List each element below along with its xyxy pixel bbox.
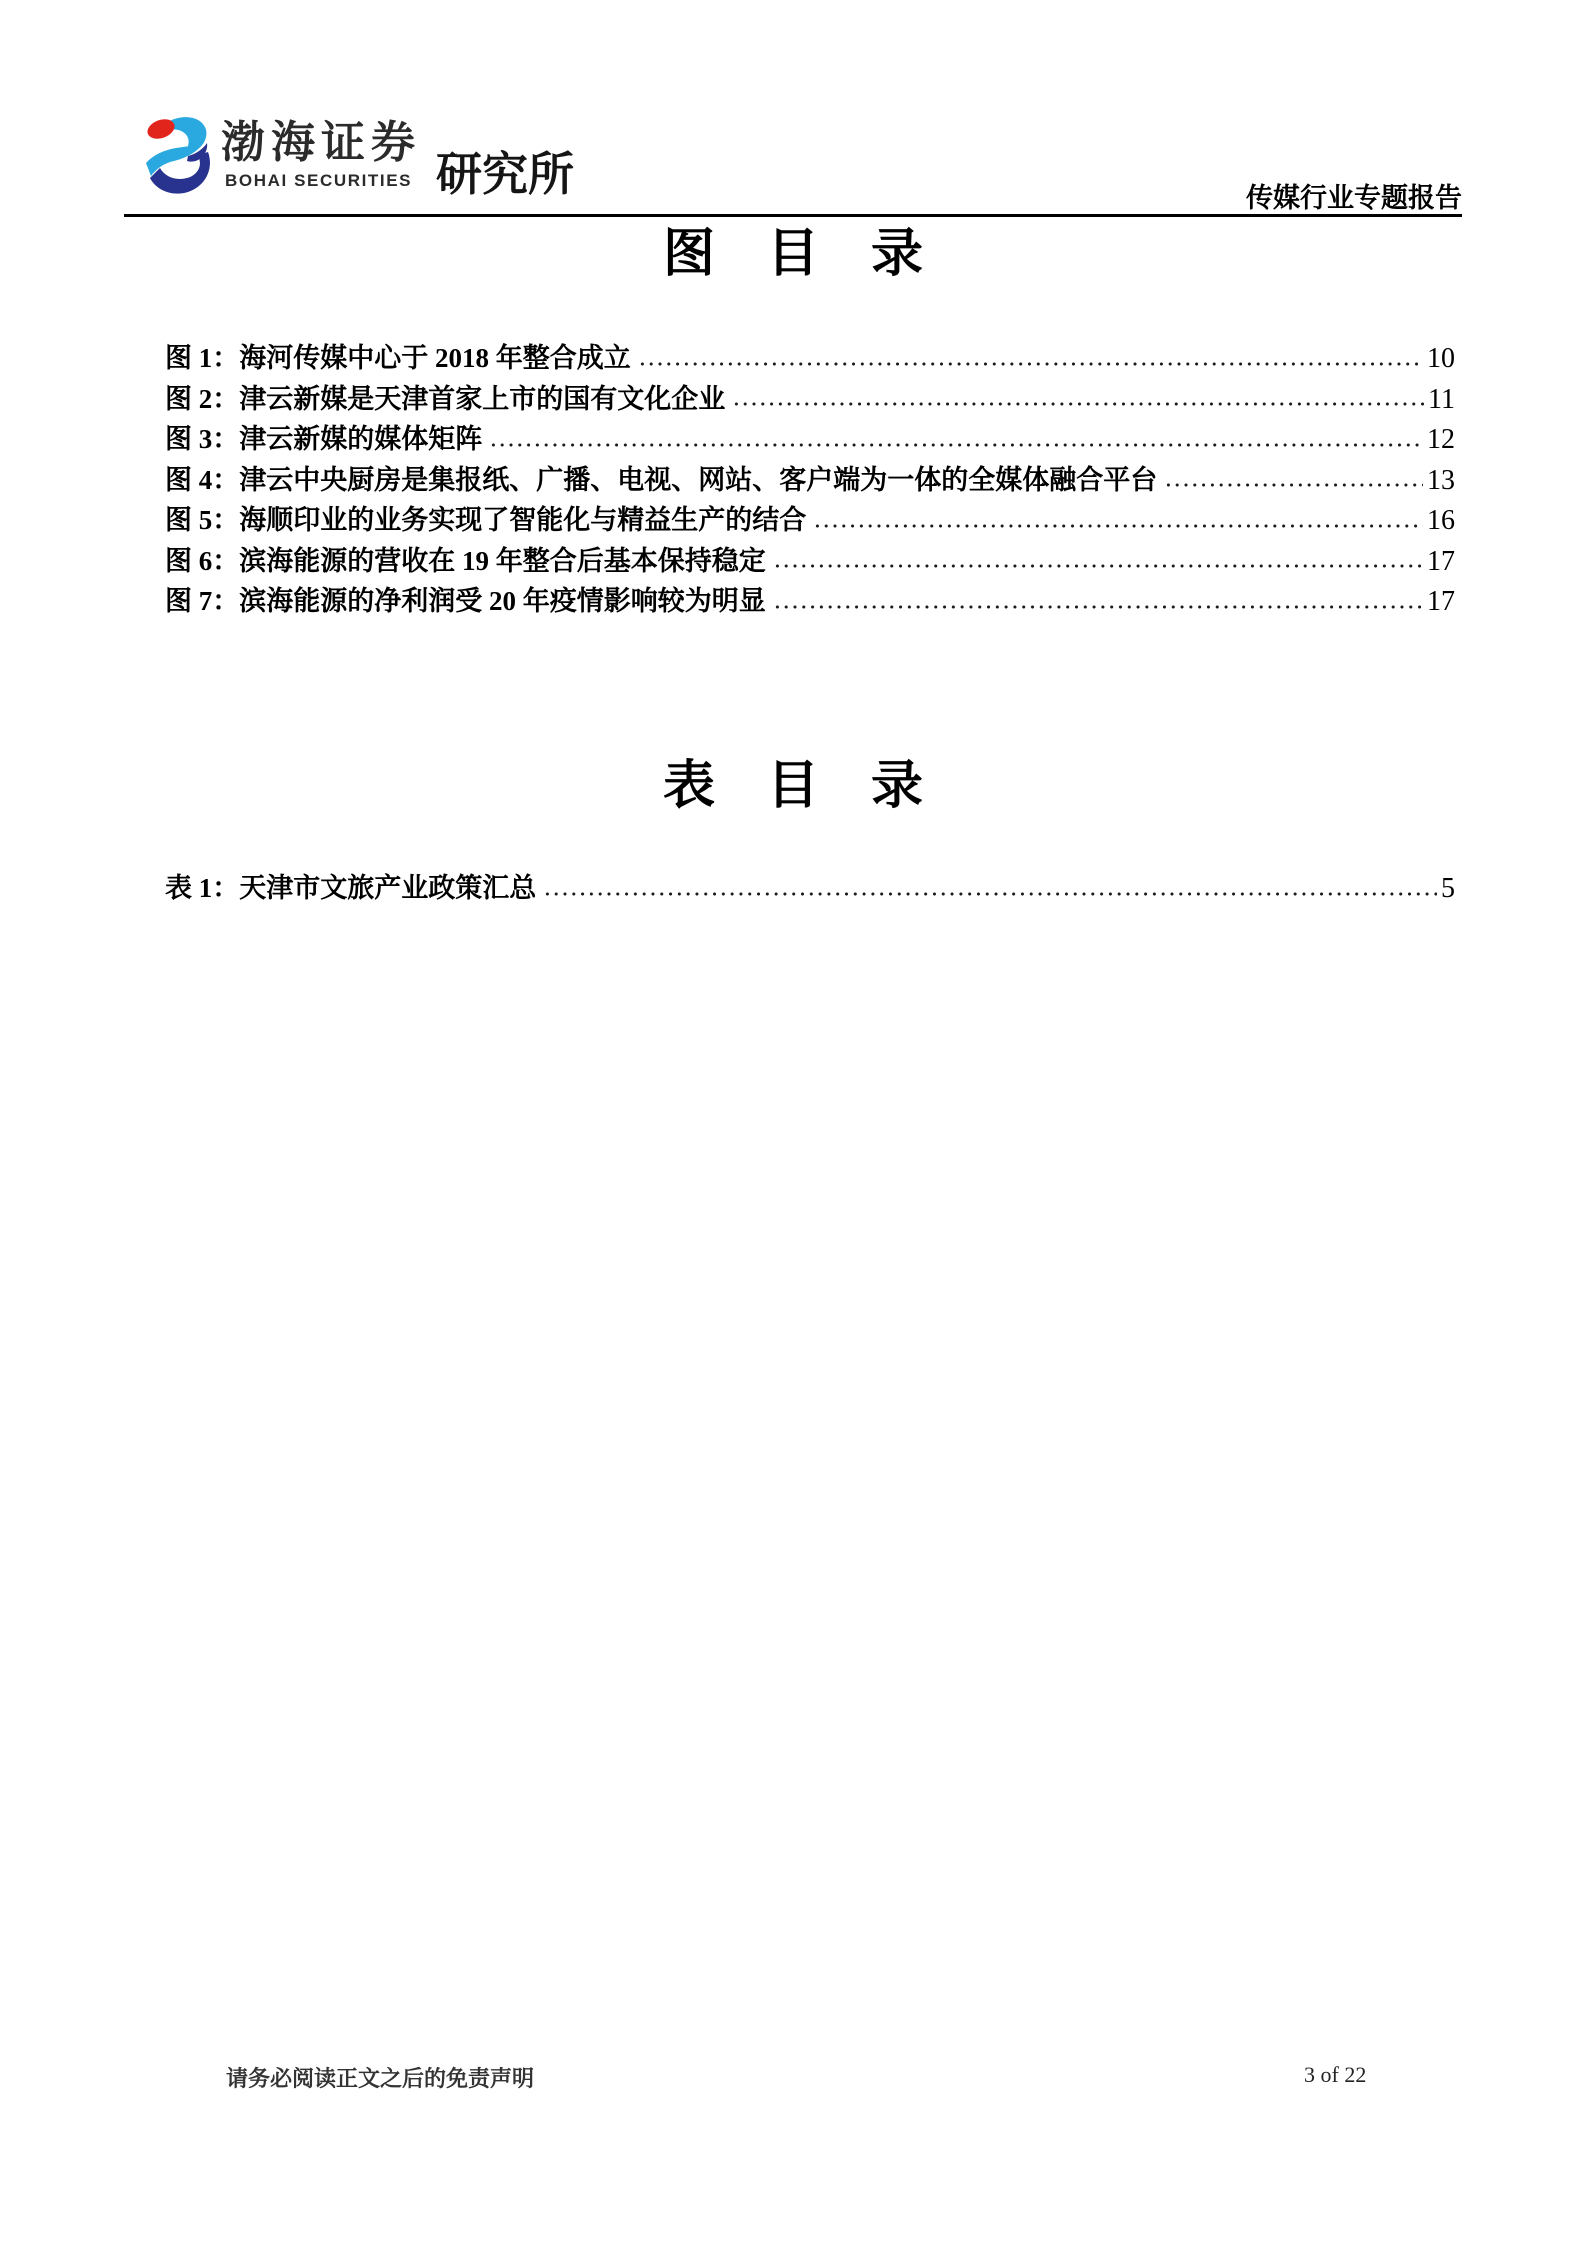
figures-toc-title: 图 目 录 (662, 226, 923, 283)
toc-entry[interactable] (165, 539, 1455, 580)
toc-entry-text: 表 1：天津市文旅产业政策汇总 (165, 873, 537, 903)
tables-toc-title: 表 目 录 (662, 758, 923, 815)
toc-entry[interactable] (165, 458, 1455, 499)
research-institute-label: 研究所 (436, 148, 574, 200)
page-number: 3 of 22 (1304, 2062, 1367, 2087)
toc-entry-page: 13 (1427, 464, 1455, 496)
toc-entry-page: 12 (1427, 424, 1455, 455)
toc-dot-leader (773, 603, 1423, 611)
toc-dot-leader (638, 360, 1423, 368)
toc-entry-text: 图 4：津云中央厨房是集报纸、广播、电视、网站、客户端为一体的全媒体融合平台 (165, 464, 1158, 495)
toc-entry-page: 17 (1427, 545, 1455, 577)
toc-entry-text: 图 7：滨海能源的净利润受 20 年疫情影响较为明显 (165, 586, 766, 616)
toc-entry[interactable] (165, 579, 1455, 620)
toc-entry-page: 16 (1427, 505, 1455, 536)
toc-entry[interactable] (165, 377, 1455, 418)
toc-dot-leader (489, 441, 1423, 449)
toc-dot-leader (773, 562, 1423, 570)
toc-dot-leader (813, 522, 1423, 530)
toc-entry[interactable] (165, 417, 1455, 458)
toc-dot-leader (732, 400, 1424, 408)
toc-entry-page: 5 (1441, 873, 1455, 904)
bohai-logo-icon (146, 116, 212, 202)
toc-entry[interactable] (165, 336, 1455, 377)
toc-entry-text: 图 5：海顺印业的业务实现了智能化与精益生产的结合 (165, 505, 807, 535)
brand-name-cn: 渤海证券 (221, 118, 421, 167)
tables-toc-list (165, 866, 1455, 907)
report-type-label: 传媒行业专题报告 (1246, 183, 1462, 213)
toc-dot-leader (543, 890, 1437, 898)
toc-entry-page: 17 (1427, 586, 1455, 617)
toc-entry-text: 图 1：海河传媒中心于 2018 年整合成立 (165, 343, 631, 373)
figures-toc-list (165, 336, 1455, 620)
toc-entry-page: 10 (1427, 343, 1455, 374)
toc-entry-page: 11 (1428, 383, 1455, 415)
toc-entry[interactable] (165, 866, 1455, 907)
toc-entry[interactable] (165, 498, 1455, 539)
toc-entry-text: 图 6：滨海能源的营收在 19 年整合后基本保持稳定 (165, 545, 766, 576)
brand-name-en: BOHAI SECURITIES (225, 171, 413, 190)
header-divider (124, 214, 1462, 217)
disclaimer-note: 请务必阅读正文之后的免责声明 (226, 2066, 535, 2091)
toc-entry-text: 图 3：津云新媒的媒体矩阵 (165, 424, 483, 454)
toc-dot-leader (1164, 481, 1423, 489)
toc-entry-text: 图 2：津云新媒是天津首家上市的国有文化企业 (165, 383, 726, 414)
